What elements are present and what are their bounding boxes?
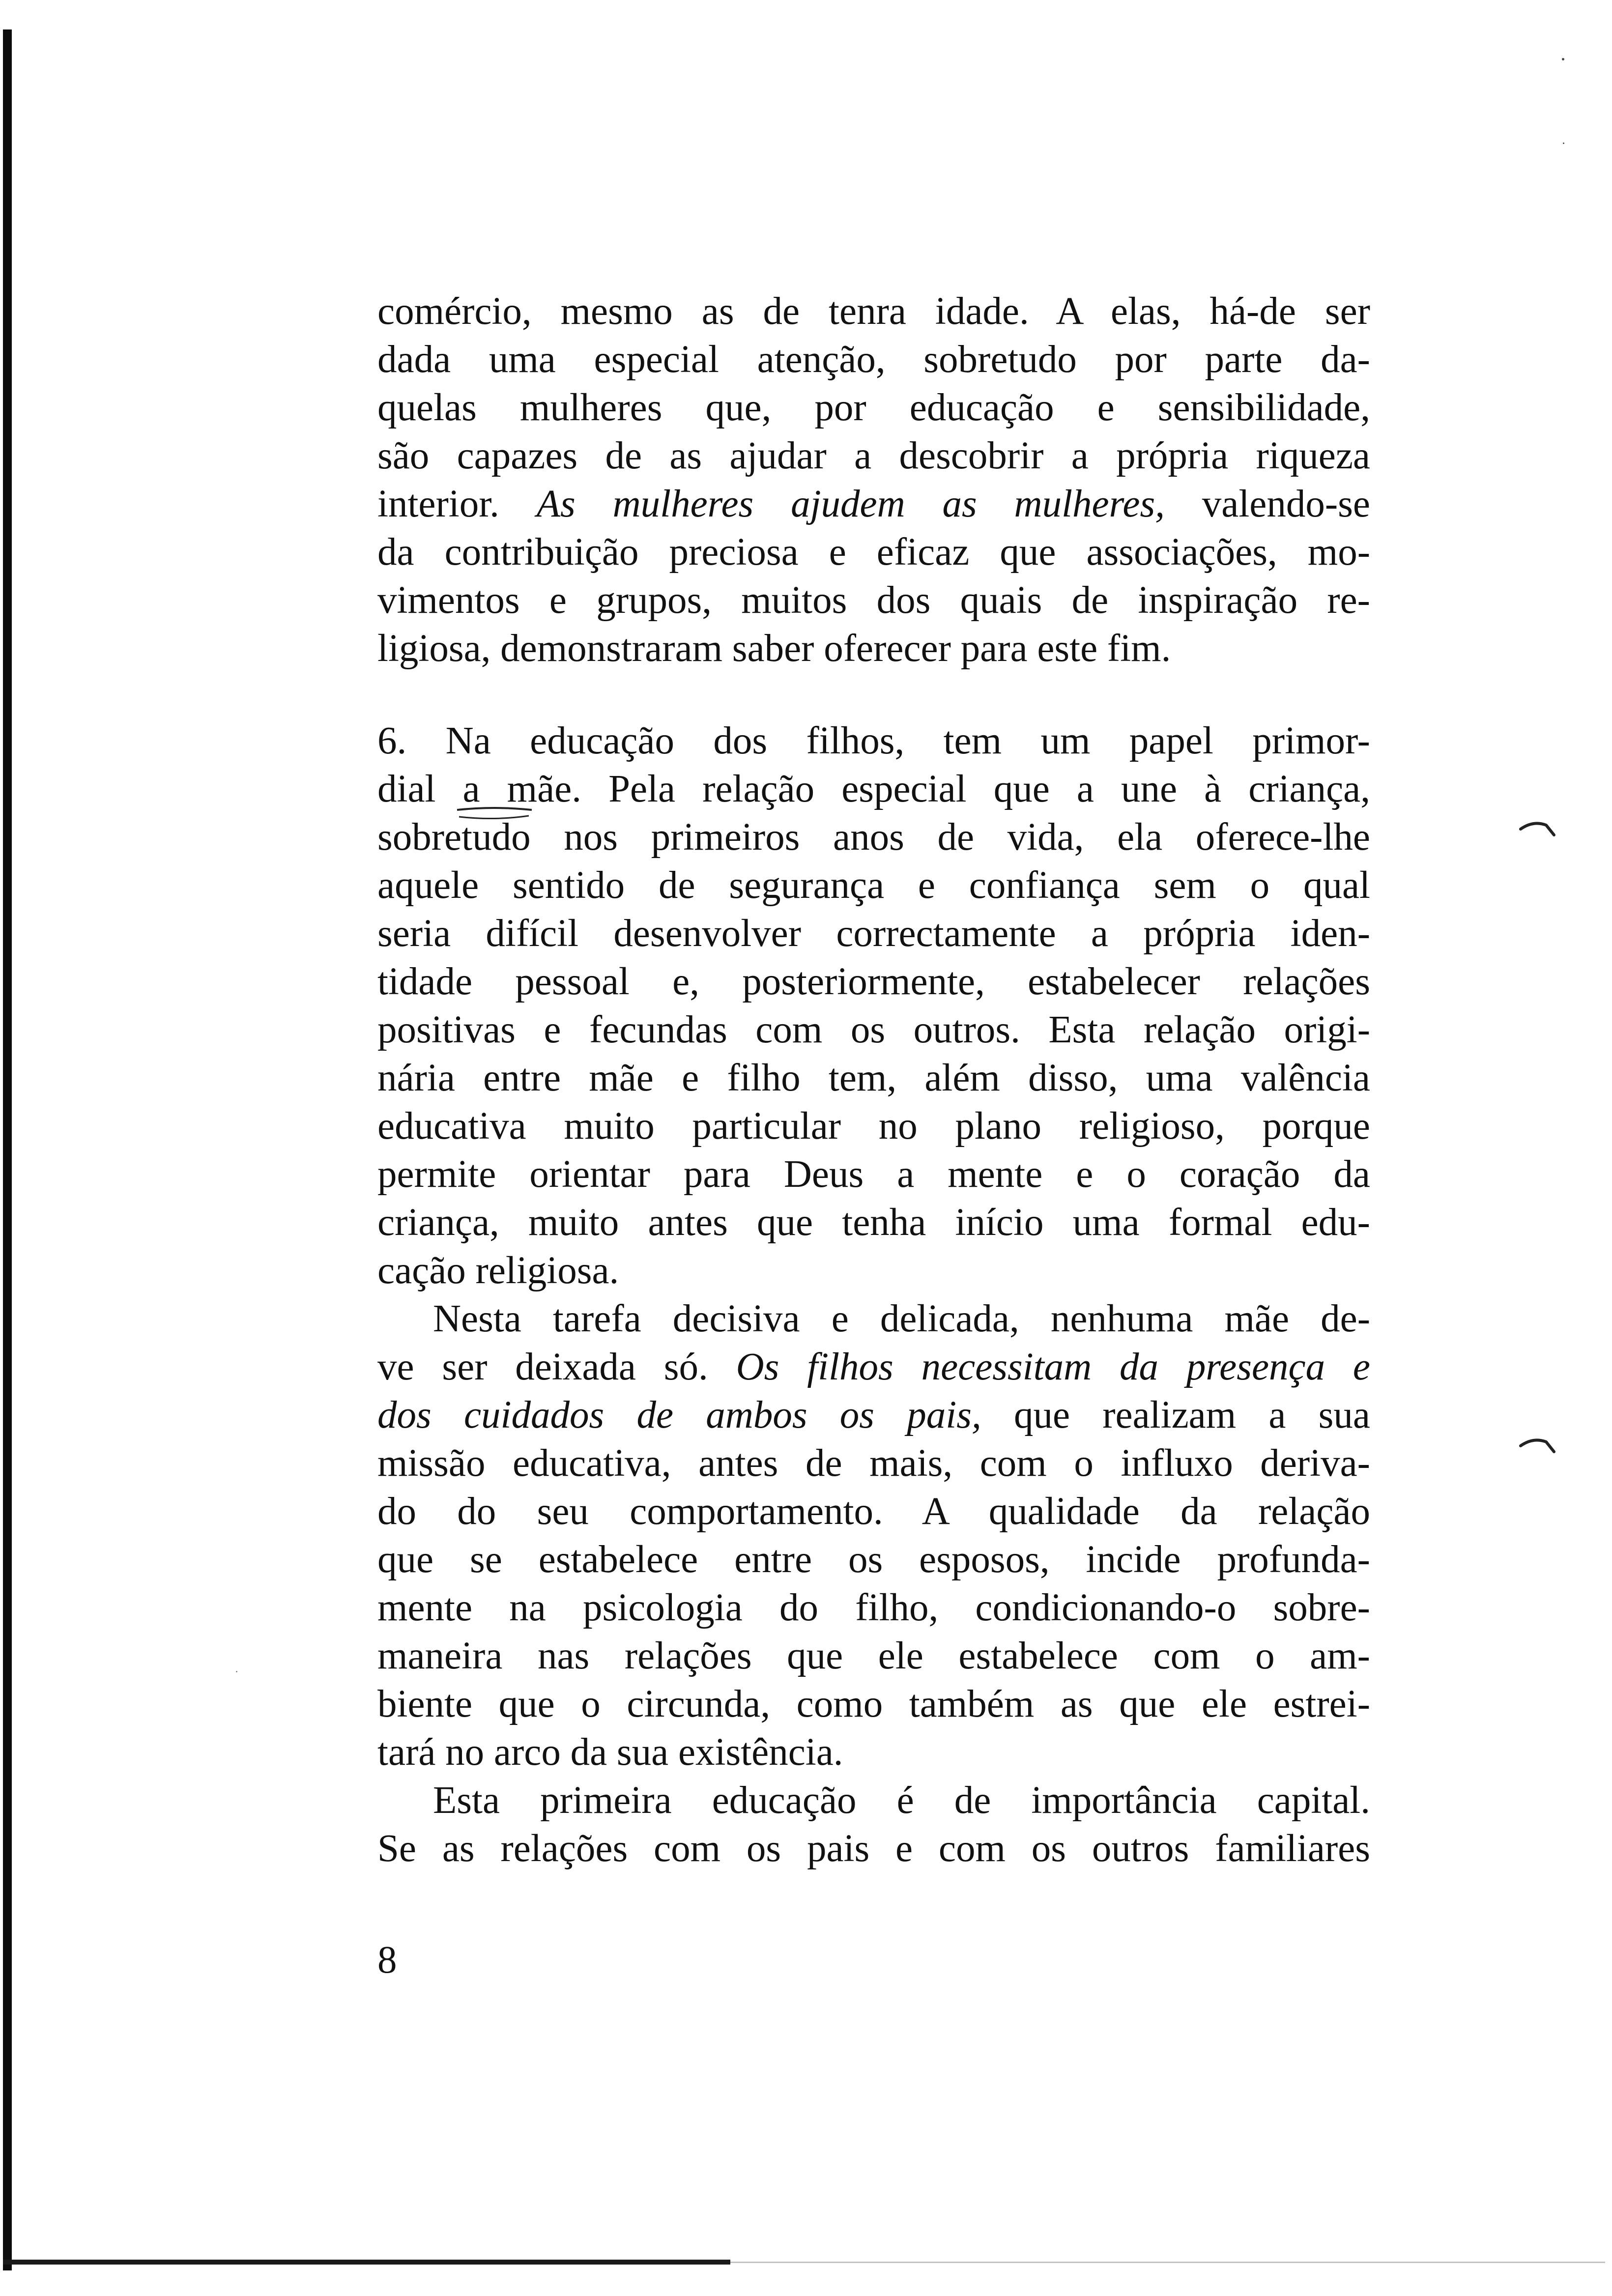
text-line: quelas mulheres que, por educação e sensibilidade, xyxy=(377,386,1370,429)
scan-edge-bottom-faint xyxy=(730,2262,1605,2263)
text-line: positivas e fecundas com os outros. Esta relação origi- xyxy=(377,1008,1370,1051)
body-text xyxy=(377,287,1370,1873)
text-line: ligiosa, demonstraram saber oferecer para este fim. xyxy=(377,627,1171,670)
text-line: missão educativa, antes de mais, com o influxo deriva- xyxy=(377,1442,1370,1485)
text-line: Esta primeira educação é de importância capital. xyxy=(433,1779,1370,1822)
text-line xyxy=(377,1343,1370,1391)
italic-emphasis: dos cuidados de ambos os pais, xyxy=(377,1394,981,1436)
text-line: maneira nas relações que ele estabelece com o am- xyxy=(377,1635,1370,1677)
text-line: permite orientar para Deus a mente e o coração da xyxy=(377,1153,1370,1196)
text-line: cação religiosa. xyxy=(377,1249,619,1292)
text-line: criança, muito antes que tenha início uma formal edu- xyxy=(377,1201,1370,1244)
text-line: da contribuição preciosa e eficaz que associações, mo- xyxy=(377,531,1370,574)
paragraph-gap xyxy=(377,673,1370,717)
scan-edge-left xyxy=(3,29,12,2270)
text-fragment: que realizam a sua xyxy=(981,1394,1370,1436)
text-fragment: valendo-se xyxy=(1164,483,1370,525)
text-line: sobretudo nos primeiros anos de vida, ela oferece-lhe xyxy=(377,816,1370,859)
scan-speck xyxy=(1563,143,1564,144)
text-line: Se as relações com os pais e com os outros familiares xyxy=(377,1827,1370,1870)
text-line: nária entre mãe e filho tem, além disso, uma valência xyxy=(377,1057,1370,1099)
text-line: são capazes de as ajudar a descobrir a própria riqueza xyxy=(377,434,1370,477)
text-line: seria difícil desenvolver correctamente a própria iden- xyxy=(377,912,1370,955)
text-line: comércio, mesmo as de tenra idade. A elas, há-de ser xyxy=(377,290,1370,333)
italic-emphasis: As mulheres ajudem as mulheres, xyxy=(536,483,1165,525)
text-line: dial a mãe. Pela relação especial que a une à criança, xyxy=(377,768,1370,810)
text-line: aquele sentido de segurança e confiança sem o qual xyxy=(377,864,1370,907)
text-line: 6. Na educação dos filhos, tem um papel primor- xyxy=(377,719,1370,762)
margin-tick-mark xyxy=(1519,818,1558,838)
text-line: tidade pessoal e, posteriormente, estabelecer relações xyxy=(377,960,1370,1003)
italic-emphasis: Os filhos necessitam da presença e xyxy=(736,1346,1370,1388)
text-line: Nesta tarefa decisiva e delicada, nenhuma mãe de- xyxy=(433,1297,1370,1340)
text-line: mente na psicologia do filho, condicionando-o sobre- xyxy=(377,1586,1370,1629)
handwritten-underline-mark xyxy=(455,805,534,822)
text-line xyxy=(377,1391,1370,1439)
scan-speck xyxy=(1562,58,1564,60)
text-line: tará no arco da sua existência. xyxy=(377,1731,843,1774)
margin-tick-mark xyxy=(1519,1435,1558,1455)
text-fragment: interior. xyxy=(377,483,537,525)
page-number: 8 xyxy=(377,1939,397,1981)
text-line: biente que o circunda, como também as que ele estrei- xyxy=(377,1683,1370,1725)
text-line: vimentos e grupos, muitos dos quais de inspiração re- xyxy=(377,579,1370,622)
text-line: do do seu comportamento. A qualidade da relação xyxy=(377,1490,1370,1533)
scan-edge-bottom xyxy=(3,2260,730,2265)
text-line: educativa muito particular no plano religioso, porque xyxy=(377,1105,1370,1148)
scan-speck xyxy=(236,1671,237,1672)
text-line xyxy=(377,480,1370,528)
text-fragment: ve ser deixada só. xyxy=(377,1346,736,1388)
text-line: dada uma especial atenção, sobretudo por parte da- xyxy=(377,338,1370,381)
text-line: que se estabelece entre os esposos, incide profunda- xyxy=(377,1538,1370,1581)
